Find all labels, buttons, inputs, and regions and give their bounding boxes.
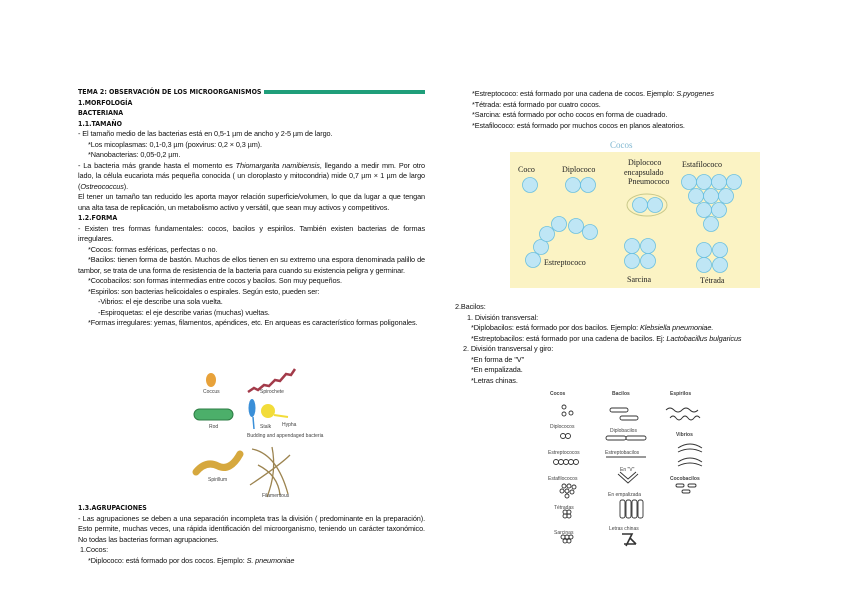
section-text: 1.MORFOLOGÍA BACTERIANA <box>78 98 133 117</box>
forma-line: -Vibrios: el eje describe una sola vuelta. <box>98 297 223 306</box>
table-label: Cocos <box>550 391 566 397</box>
table-label: En "V" <box>620 467 635 473</box>
figure-label: Estreptococo <box>544 258 586 267</box>
section-heading <box>78 98 170 119</box>
estreptococo-line <box>462 89 812 100</box>
hypha-line <box>274 415 288 417</box>
table-label: Letras chinas <box>609 526 639 532</box>
title-bar <box>264 90 425 94</box>
subheading-tamano: 1.1.TAMAÑO <box>78 119 122 128</box>
text: *Estreptobacilos: está formado por una cadena de bacilos. Ej: <box>471 333 667 343</box>
forma-line: *Cocobacilos: son formas intermedias entre cocos y bacilos. Son muy pequeños. <box>88 276 342 285</box>
figure-label: Tétrada <box>700 276 725 285</box>
bacteria-shapes-figure <box>190 365 330 500</box>
stalk-line <box>253 417 254 429</box>
figure-label: Estafilococo <box>682 160 722 169</box>
subheading-agrupaciones: 1.3.AGRUPACIONES <box>78 504 147 512</box>
figure-label: Filamentous <box>262 493 290 499</box>
spirillum-shape <box>196 454 240 472</box>
forma-line: -Espiroquetas: el eje describe varias (muchas) vueltas. <box>98 307 270 317</box>
species: Klebsiella pneumoniae. <box>640 323 714 332</box>
paragraph-largest <box>78 161 425 193</box>
filamentous-shape <box>250 447 290 497</box>
text: ). <box>123 181 129 191</box>
species: Thiomargarita namibiensis <box>235 160 320 170</box>
coco-line: *Sarcina: está formado por ocho cocos en forma de cuadrado. <box>472 110 668 119</box>
figure-label: Stalk <box>260 424 272 430</box>
figure-label: Budding and appendaged bacteria <box>247 433 324 439</box>
page-title <box>78 87 425 98</box>
diplobacilos-line <box>455 323 815 334</box>
figure-label: encapsulado <box>624 168 664 177</box>
division2-item: *En empalizada. <box>471 365 523 374</box>
cocos-figure <box>510 138 760 290</box>
table-label: Bacilos <box>612 391 630 397</box>
table-label: Vibrios <box>676 432 693 438</box>
division2-item: *Letras chinas. <box>471 375 518 385</box>
table-label: Tétradas <box>554 505 574 511</box>
figure-label: Sarcina <box>627 275 651 284</box>
species: Ostreococcus <box>80 181 124 191</box>
figure-label: Spirochete <box>260 389 284 395</box>
coccus-shape <box>206 373 216 387</box>
figure-label: Coccus <box>203 389 220 395</box>
text: *Estreptococo: está formado por una cadena de cocos. Ejemplo: <box>472 89 677 98</box>
species: S.pyogenes <box>676 89 714 98</box>
tamano-line: *Los micoplasmas: 0,1-0,3 µm (poxvirus: 0,2 × 0,3 µm). <box>88 139 262 149</box>
text: *Diplobacilos: está formado por dos bacilos. Ejemplo: <box>471 323 641 332</box>
division2-item: *En forma de "V" <box>471 354 525 364</box>
bacilos-heading: 2.Bacilos: <box>455 302 486 311</box>
text: , llegando a medir mm. Por otro lado, la célula eucariota más pequeña conocida ( un cloroplasto y mitocondria) mide 0,7 µm × 1 µm de largo ( <box>78 160 425 191</box>
left-column <box>78 87 425 329</box>
forma-line: *Espirilos: son bacterias helicoidales o espirales. Según esto, pueden ser: <box>88 286 320 296</box>
rod-shape <box>194 409 233 420</box>
subheading-forma: 1.2.FORMA <box>78 214 118 222</box>
agrupaciones-section <box>78 503 425 566</box>
forma-line: *Bacilos: tienen forma de bastón. Muchos de ellos tienen en su extremo una espora denominada palillo de tambor, se trata de una forma de resistencia de la bacteria para cuando su existencia peligra y germinar. <box>78 255 425 275</box>
coco-line: *Tétrada: está formado por cuatro cocos. <box>472 99 601 109</box>
diplococo-line <box>78 556 425 567</box>
division1-heading: 1. División transversal: <box>467 312 539 322</box>
figure-label: Diplococo <box>562 165 596 174</box>
cocos-heading: 1.Cocos: <box>80 545 108 554</box>
table-label: Sarcinas <box>554 530 574 536</box>
forma-line: *Cocos: formas esféricas, perfectas o no. <box>88 244 218 254</box>
tamano-line: - El tamaño medio de las bacterias está en 0,5-1 µm de ancho y 2-5 µm de largo. <box>78 129 333 138</box>
estreptobacilos-line <box>455 334 815 345</box>
species: S. pneumoniae <box>246 555 295 565</box>
figure-label: Spirillum <box>208 477 228 483</box>
title-text: TEMA 2: OBSERVACIÓN DE LOS MICROORGANISMOS <box>78 88 262 96</box>
bacteria-groupings-table <box>548 388 718 548</box>
table-label: Espirilos <box>670 391 692 397</box>
text: - La bacteria más grande hasta el momento es <box>78 160 236 170</box>
division2-heading: 2. División transversal y giro: <box>463 344 554 353</box>
right-top <box>462 89 812 131</box>
forma-line: - Existen tres formas fundamentales: cocos, bacilos y espirilos. También existen bacterias de formas irregulares. <box>78 223 425 243</box>
figure-title: Cocos <box>610 140 633 150</box>
table-label: Estreptobacilos <box>605 450 640 456</box>
table-label: Diplococos <box>550 424 575 430</box>
bacilos-section <box>455 302 815 386</box>
table-label: Diplobacilos <box>610 428 637 434</box>
figure-label: Rod <box>209 424 219 430</box>
text: *Diplococo: está formado por dos cocos. Ejemplo: <box>88 555 247 565</box>
coco-line: *Estafilococo: está formado por muchos cocos en planos aleatorios. <box>472 120 685 130</box>
hypha-shape <box>261 404 275 418</box>
forma-line: *Formas irregulares: yemas, filamentos, apéndices, etc. En arqueas es característico formas poligonales. <box>88 318 418 327</box>
tamano-line: *Nanobacterias: 0,05-0,2 µm. <box>88 150 181 159</box>
table-label: En empalizada <box>608 492 642 498</box>
figure-label: Pneumococo <box>628 177 670 186</box>
table-label: Estreptococos <box>548 450 580 456</box>
figure-label: Hypha <box>282 422 297 428</box>
table-label: Estafilococos <box>548 476 578 482</box>
agrupaciones-paragraph: - Las agrupaciones se deben a una separación incompleta tras la división ( predominante en la preparación). Esto permite, muchas veces, una rápida identificación del microorganismo, teniendo un carácter taxonómico. No todas las bacterias forman agrupaciones. <box>78 513 425 544</box>
stalk-shape <box>249 399 256 417</box>
table-label: Cocobacilos <box>670 476 700 482</box>
figure-label: Diplococo <box>628 158 662 167</box>
species: Lactobacillus bulgaricus <box>666 333 742 343</box>
paragraph-size: El tener un tamaño tan reducido les aporta mayor relación superficie/volumen, lo que da lugar a que tengan una alta tasa de replicación, un metabolismo activo y versátil, que sean muy activos y competitivos. <box>78 192 425 212</box>
figure-label: Coco <box>518 165 535 174</box>
